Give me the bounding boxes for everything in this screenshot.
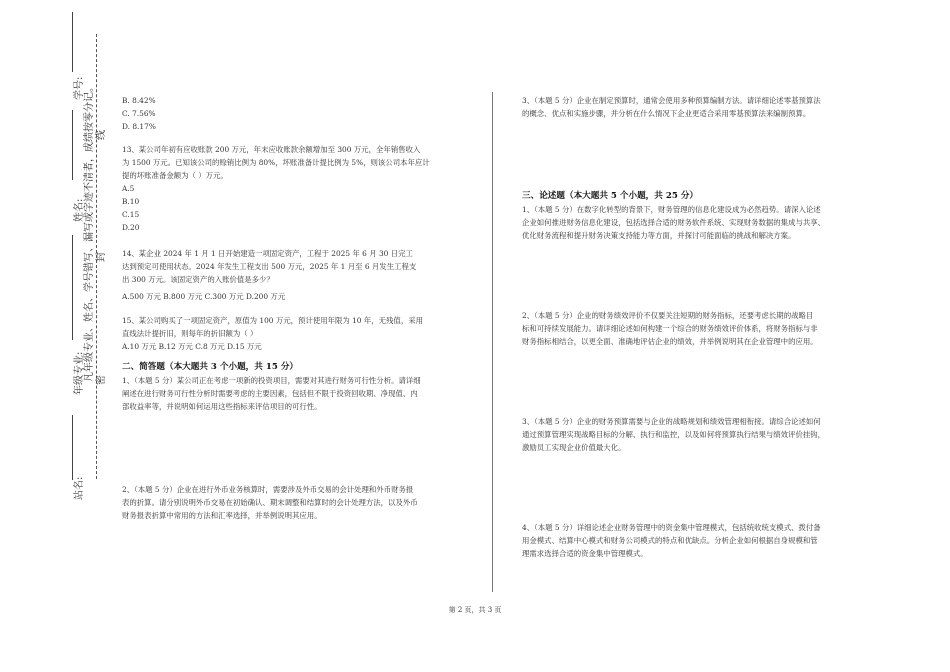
name-label: 姓名: [74, 198, 85, 222]
s3q1-line: 优化财务流程和提升财务决策支持能力等方面，并探讨可能面临的挑战和解决方案。 [522, 231, 796, 240]
s3q2-line: 2、（本题 5 分）企业的财务绩效评价不仅要关注短期的财务指标，还要考虑长期的战略目 [522, 311, 814, 320]
s2q2-line: 财务报表折算中常用的方法和汇率选择，并举例说明其应用。 [122, 511, 322, 520]
s2q3-line: 3、（本题 5 分）企业在制定预算时，通常会使用多种预算编制方法。请详细论述零基预算法 [522, 96, 821, 105]
q12-option-d: D. 8.17% [122, 122, 156, 131]
essay-1 [522, 203, 872, 242]
essay-4 [522, 521, 872, 560]
answer-space[interactable] [522, 242, 872, 309]
s2q1-line: 阐述在进行财务可行性分析时需要考虑的主要因素，包括但不限于投资回收期、净现值、内 [122, 389, 418, 398]
q13-option-b: B.10 [122, 197, 140, 206]
seal-word-feng: 封 [96, 252, 107, 262]
s3q4-line: 理需求选择合适的资金集中管理模式。 [522, 549, 648, 558]
seal-word-xian: 线 [96, 130, 107, 140]
q13-option-a: A.5 [122, 184, 135, 193]
q12-option-b: B. 8.42% [122, 96, 156, 105]
short-answer-1 [122, 374, 474, 413]
column-divider [492, 92, 493, 592]
page-number: 第 2 页，共 3 页 [448, 606, 502, 614]
q12-option-c: C. 7.56% [122, 109, 156, 118]
seal-word-mi: 密 [96, 375, 107, 385]
answer-space[interactable] [522, 348, 872, 415]
short-answer-2 [122, 483, 474, 522]
s2q1-line: 1、（本题 5 分）某公司正在考虑一项新的投资项目，需要对其进行财务可行性分析。请详细 [122, 376, 421, 385]
s3q3-line: 激励员工实现企业价值最大化。 [522, 443, 626, 452]
question-15 [122, 314, 474, 353]
s3q4-line: 用金模式、结算中心模式和财务公司模式的特点和优缺点。分析企业如何根据自身规模和管 [522, 536, 818, 545]
s2q3-line: 的概念、优点和实施步骤，并分析在什么情况下企业更适合采用零基预算法来编制预算。 [522, 109, 811, 118]
q14-options: A.500 万元 B.800 万元 C.300 万元 D.200 万元 [122, 292, 286, 301]
q15-line: 15、某公司购买了一项固定资产，原值为 100 万元，预计使用年限为 10 年，无残值，采用 [122, 316, 423, 325]
q13-line: 13、某公司年初有应收账款 200 万元，年末应收账款余额增加至 300 万元，全年销售收入 [122, 145, 421, 154]
s3q2-line: 标和可持续发展能力。请详细论述如何构建一个综合的财务绩效评价体系，将财务指标与非 [522, 324, 818, 333]
student-id-label: 学号: [74, 76, 85, 100]
s3q2-line: 财务指标相结合，以更全面、准确地评估企业的绩效，并举例说明其在企业管理中的应用。 [522, 337, 818, 346]
grade-major-label: 年级专业: [74, 351, 85, 395]
s2q2-line: 表的折算。请分别说明外币交易在初始确认、期末调整和结算时的会计处理方法，以及外币 [122, 498, 418, 507]
q13-line: 为 1500 万元。已知该公司的赊销比例为 80%，坏账准备计提比例为 5%，则该公司本年应计 [122, 158, 430, 167]
right-column [522, 92, 872, 560]
venue-label: 站名: [74, 476, 85, 500]
section-3-title: 三、论述题（本大题共 5 个小题，共 25 分） [522, 191, 699, 201]
q14-line: 达到预定可使用状态。2024 年发生工程支出 500 万元，2025 年 1 月至 6 月发生工程支 [122, 262, 417, 271]
left-column [122, 92, 474, 522]
answer-space[interactable] [522, 454, 872, 521]
s3q4-line: 4、（本题 5 分）详细论述企业财务管理中的资金集中管理模式，包括统收统支模式、拨付备 [522, 523, 821, 532]
section-2-title: 二、简答题（本大题共 3 个小题，共 15 分） [122, 362, 299, 372]
q15-line: 直线法计提折旧，则每年的折旧额为（ ） [122, 329, 258, 338]
s3q3-line: 通过预算管理实现战略目标的分解、执行和监控，以及如何将预算执行结果与绩效评价挂钩， [522, 430, 826, 439]
question-14 [122, 247, 474, 303]
venue-field-line[interactable] [72, 415, 73, 480]
q13-option-d: D.20 [122, 223, 140, 232]
answer-space[interactable] [122, 413, 474, 483]
q15-options: A.10 万元 B.12 万元 C.8 万元 D.15 万元 [122, 342, 262, 351]
binding-margin [0, 0, 110, 672]
s3q1-line: 1、（本题 5 分）在数字化转型的背景下，财务管理的信息化建设成为必然趋势。请深入论述 [522, 205, 821, 214]
answer-space[interactable] [522, 120, 872, 190]
q14-line: 14、某企业 2024 年 1 月 1 日开始建造一项固定资产，工程于 2025 年 6 月 30 日完工 [122, 249, 413, 258]
grade-major-field-line[interactable] [72, 235, 73, 340]
s3q1-line: 企业如何推进财务信息化建设，包括选择合适的财务软件系统、实现财务数据的集成与共享、 [522, 218, 826, 227]
short-answer-3 [522, 94, 872, 120]
s2q1-line: 部收益率等，并说明如何运用这些指标来评估项目的可行性。 [122, 402, 322, 411]
question-13 [122, 143, 474, 234]
essay-3 [522, 415, 872, 454]
name-field-line[interactable] [72, 110, 73, 180]
q14-line: 出 300 万元。该固定资产的入账价值是多少？ [122, 275, 274, 284]
binding-notice: 凡年级专业、姓名、学号错写、漏写或字迹不清者，成绩按零分记。 [84, 82, 95, 382]
q13-line: 提的坏账准备金额为（ ）万元。 [122, 171, 228, 180]
student-id-field-line[interactable] [72, 12, 73, 72]
s2q2-line: 2、（本题 5 分）企业在进行外币业务核算时，需要涉及外币交易的会计处理和外币财务报 [122, 485, 414, 494]
s3q3-line: 3、（本题 5 分）企业的财务预算需要与企业的战略规划和绩效管理相衔接。请综合论述如何 [522, 417, 821, 426]
essay-2 [522, 309, 872, 348]
q13-option-c: C.15 [122, 210, 140, 219]
